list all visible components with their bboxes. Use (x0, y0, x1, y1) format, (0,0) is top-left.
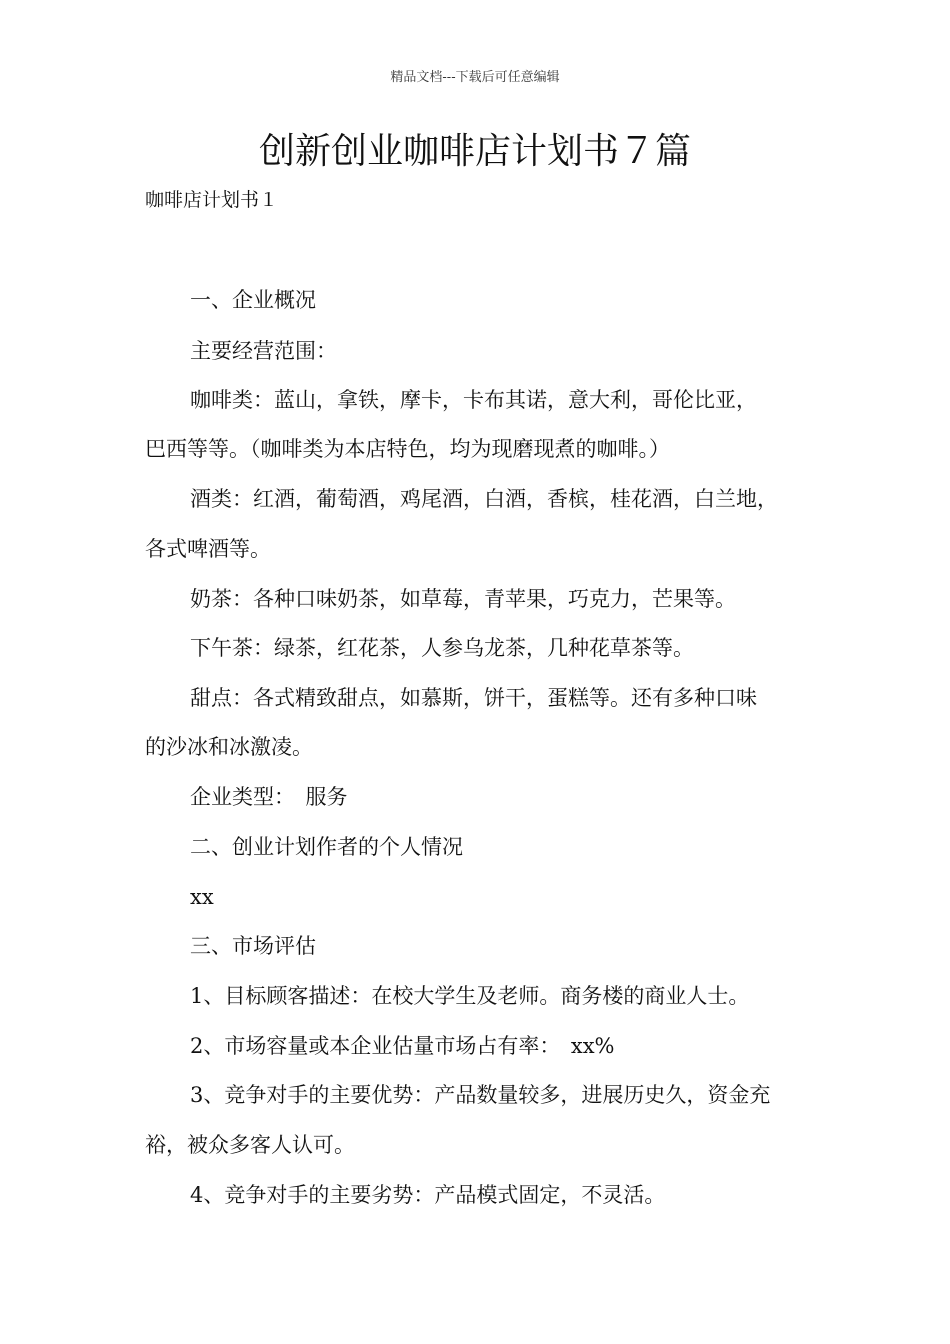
paragraph-line: 2、市场容量或本企业估量市场占有率： xx% (190, 1034, 615, 1058)
heading-author-info: 二、创业计划作者的个人情况 (190, 835, 463, 859)
paragraph-line: 4、竞争对手的主要劣势：产品模式固定，不灵活。 (190, 1183, 666, 1207)
paragraph-line: 甜点：各式精致甜点，如慕斯，饼干，蛋糕等。还有多种口味 (190, 686, 757, 710)
paragraph-line: 酒类：红酒，葡萄酒，鸡尾酒，白酒，香槟，桂花酒，白兰地， (190, 487, 778, 511)
paragraph-line: 的沙冰和冰激凌。 (145, 735, 313, 759)
document-title: 创新创业咖啡店计划书７篇 (258, 131, 691, 172)
paragraph-line: 各式啤酒等。 (145, 537, 271, 561)
paragraph-line: 奶茶：各种口味奶茶，如草莓，青苹果，巧克力，芒果等。 (190, 587, 736, 611)
section-subtitle: 咖啡店计划书１ (145, 189, 279, 211)
heading-company-overview: 一、企业概况 (190, 288, 316, 312)
paragraph-line: 裕，被众多客人认可。 (145, 1133, 355, 1157)
paragraph-line: xx (190, 885, 214, 909)
paragraph-line: 企业类型： 服务 (190, 785, 348, 809)
paragraph-line: 3、竞争对手的主要优势：产品数量较多，进展历史久，资金充 (190, 1083, 771, 1107)
paragraph-line: 咖啡类：蓝山，拿铁，摩卡，卡布其诺，意大利，哥伦比亚， (190, 388, 757, 412)
header-note: 精品文档---下载后可任意编辑 (390, 70, 560, 85)
paragraph-line: 下午茶：绿茶，红花茶，人参乌龙茶，几种花草茶等。 (190, 636, 694, 660)
paragraph-line: 1、目标顾客描述：在校大学生及老师。商务楼的商业人士。 (190, 984, 750, 1008)
heading-market-assessment: 三、市场评估 (190, 934, 316, 958)
paragraph-line: 巴西等等。（咖啡类为本店特色，均为现磨现煮的咖啡。） (145, 437, 670, 461)
paragraph-line: 主要经营范围： (190, 339, 337, 363)
